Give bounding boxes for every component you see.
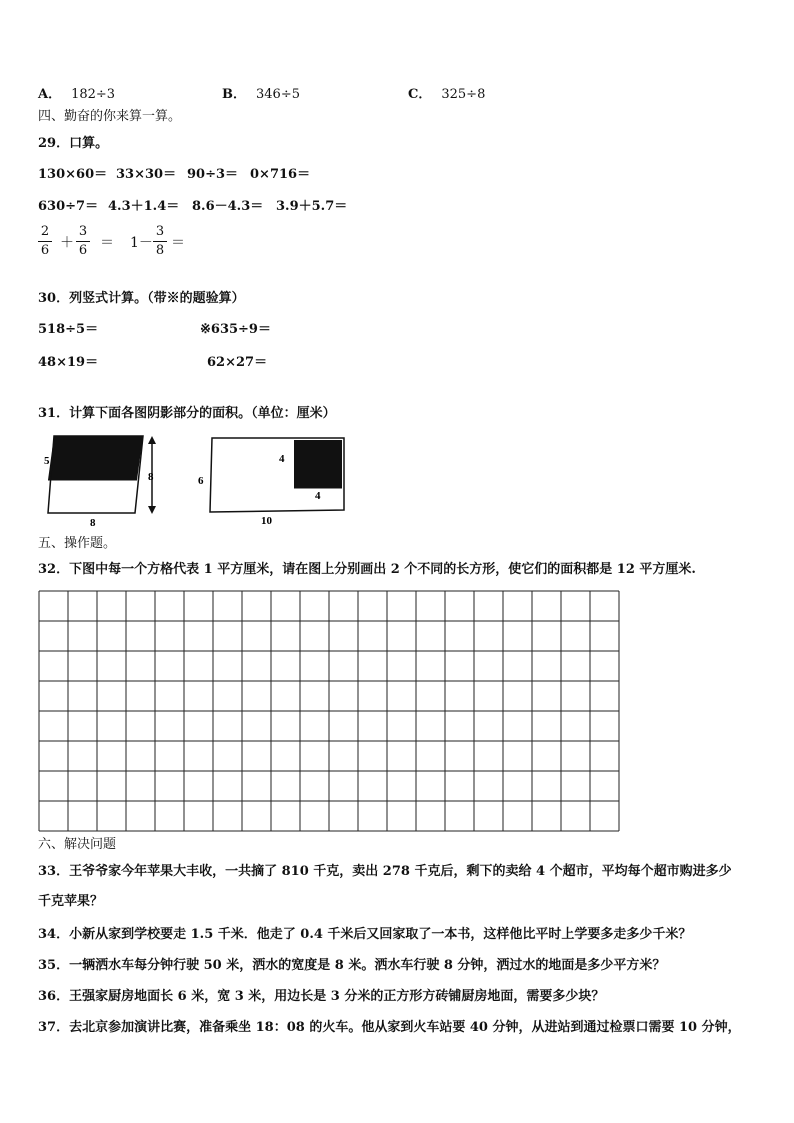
figure-2-rectangle — [194, 432, 352, 528]
q29-item: 630÷7＝ — [38, 199, 99, 214]
shaded-square — [294, 440, 342, 488]
choice-a — [38, 83, 115, 102]
fraction-numerator: 3 — [155, 224, 165, 239]
fraction — [76, 224, 90, 259]
section-6-heading: 六、解决问题 — [38, 837, 117, 852]
fig1-side-label: 5 — [44, 455, 50, 467]
q37-text: 37．去北京参加演讲比赛，准备乘坐 18：08 的火车。他从家到火车站要 40 分钟，从进站到通过检票口需要 10 分钟， — [38, 1020, 741, 1035]
fig1-height-label: 8 — [148, 471, 154, 483]
fig1-base-label: 8 — [90, 517, 96, 528]
q30-item: 62×27＝ — [207, 355, 268, 370]
q34-text: 34．小新从家到学校要走 1.5 千米．他走了 0.4 千米后又回家取了一本书，这样他比平时上学要多走多少千米？ — [38, 927, 692, 942]
q31-title: 31．计算下面各图阴影部分的面积。（单位：厘米） — [38, 406, 336, 421]
choice-label: C． — [408, 87, 432, 102]
fraction — [38, 224, 52, 259]
choice-label: A． — [38, 87, 62, 102]
fig2-square-bottom-label: 4 — [315, 490, 321, 502]
square-grid — [38, 590, 620, 832]
q29-item: 3.9＋5.7＝ — [276, 199, 348, 214]
q29-item: 8.6－4.3＝ — [192, 199, 264, 214]
q33-text: 33．王爷爷家今年苹果大丰收，一共摘了 810 千克，卖出 278 千克后，剩下的卖给 4 个超市，平均每个超市购进多少 — [38, 864, 732, 879]
fraction-numerator: 3 — [78, 224, 88, 239]
equals-sign: ＝ — [171, 235, 185, 251]
q35-text: 35．一辆洒水车每分钟行驶 50 米，洒水的宽度是 8 米。洒水车行驶 8 分钟，洒过水的地面是多少平方米？ — [38, 958, 666, 973]
q32-title: 32．下图中每一个方格代表 1 平方厘米，请在图上分别画出 2 个不同的长方形，使它们的面积都是 12 平方厘米. — [38, 562, 696, 577]
section-5-heading: 五、操作题。 — [38, 536, 117, 551]
fraction-bar — [76, 241, 90, 242]
arrow-head-down — [148, 506, 156, 514]
arrow-head-up — [148, 436, 156, 444]
equals-sign: ＝ — [100, 235, 114, 251]
choice-c — [408, 83, 485, 102]
shaded-region — [48, 436, 143, 480]
fig2-side-label: 6 — [198, 475, 204, 487]
fig2-base-label: 10 — [261, 515, 272, 527]
q29-item: 4.3＋1.4＝ — [108, 199, 180, 214]
figure-1-parallelogram — [40, 432, 170, 528]
fraction-denominator: 8 — [155, 243, 165, 258]
fraction-numerator: 2 — [40, 224, 50, 239]
q29-item: 33×30＝ — [116, 167, 177, 182]
choice-expr: 182÷3 — [71, 87, 116, 102]
fig2-square-top-label: 4 — [279, 453, 285, 465]
one-minus: 1－ — [130, 235, 153, 251]
q29-title: 29．口算。 — [38, 136, 109, 151]
q29-item: 130×60＝ — [38, 167, 108, 182]
q30-item: 48×19＝ — [38, 355, 99, 370]
choice-expr: 346÷5 — [256, 87, 300, 102]
q30-item: 518÷5＝ — [38, 322, 99, 337]
fraction-denominator: 6 — [40, 243, 50, 258]
choice-expr: 325÷8 — [441, 87, 486, 102]
q29-item: 90÷3＝ — [187, 167, 239, 182]
section-4-heading: 四、勤奋的你来算一算。 — [38, 109, 182, 124]
choice-b — [222, 83, 300, 102]
fraction-denominator: 6 — [78, 243, 88, 258]
q36-text: 36．王强家厨房地面长 6 米，宽 3 米，用边长是 3 分米的正方形方砖铺厨房地面，需要多少块？ — [38, 989, 605, 1004]
choice-label: B． — [222, 87, 246, 102]
q30-title: 30．列竖式计算。（带※的题验算） — [38, 291, 245, 306]
plus-sign: ＋ — [60, 235, 74, 251]
fraction — [153, 224, 167, 259]
fraction-bar — [38, 241, 52, 242]
q29-item: 0×716＝ — [250, 167, 311, 182]
q30-item: ※635÷9＝ — [200, 322, 271, 337]
fraction-bar — [153, 241, 167, 242]
q33-text-continued: 千克苹果？ — [38, 894, 104, 909]
